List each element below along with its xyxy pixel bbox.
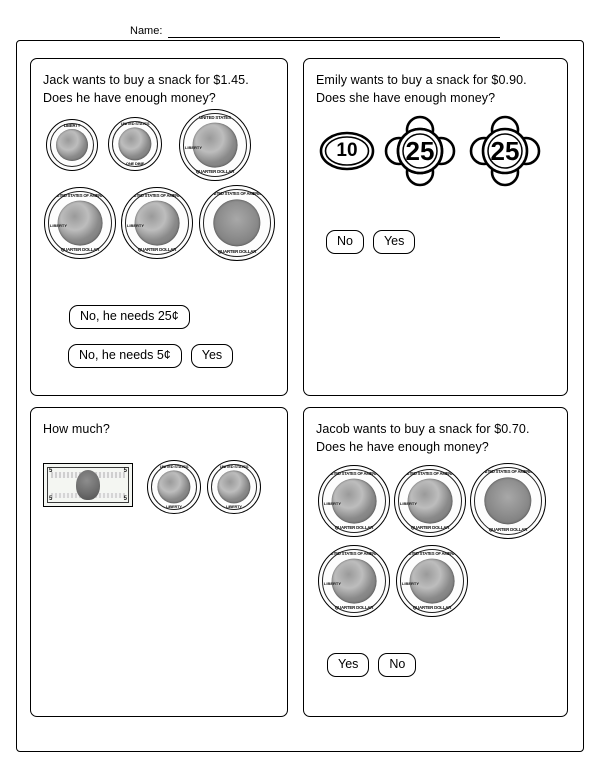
coin-label-top: UNITED STATES OF AMERICA — [326, 470, 382, 476]
coin-quarter — [396, 545, 468, 617]
bill-corner-value: 5 — [123, 496, 127, 502]
answer-option[interactable]: Yes — [327, 653, 369, 677]
coin-nickel — [46, 119, 98, 171]
coin-label-bottom: QUARTER DOLLAR — [60, 247, 100, 252]
coin-label-bottom: QUARTER DOLLAR — [195, 169, 235, 174]
coin-label-bottom: QUARTER DOLLAR — [217, 248, 257, 254]
coin-quarter — [318, 465, 390, 537]
coin-label-bottom: QUARTER DOLLAR — [412, 605, 452, 610]
coin-label-top: UNITED STATES OF AMERICA — [52, 192, 108, 198]
coin-label-top: UNITED STATES OF AMERICA — [326, 550, 382, 556]
answer-option[interactable]: Yes — [191, 344, 233, 368]
coin-label-bottom: QUARTER DOLLAR — [488, 526, 528, 532]
coin-label-top: UNITED STATES OF AMERICA — [404, 550, 460, 556]
quarter-symbol — [469, 115, 541, 187]
problem-1-prompt: Jack wants to buy a snack for $1.45. Does he have enough money? — [43, 73, 249, 106]
coin-label-liberty: LIBERTY — [49, 223, 68, 229]
bill-corner-value: 5 — [49, 468, 53, 474]
dime-symbol — [319, 131, 375, 171]
coin-label-top: UNITED STATES OF AMERICA — [209, 190, 265, 196]
coin-label-bottom: ONE DIME — [125, 160, 145, 166]
problem-3-prompt: How much? — [43, 422, 110, 436]
coin-label-top: UNITED STATES OF AMERICA — [402, 470, 458, 476]
coin-label-top: UNITED STATES OF AMERICA — [129, 192, 185, 198]
name-row — [130, 18, 500, 38]
dime-value: 10 — [336, 140, 358, 161]
quarter-value: 25 — [490, 135, 520, 166]
coin-label-liberty: LIBERTY — [184, 145, 203, 151]
coin-label-top: UNITED STATES — [199, 114, 231, 120]
coin-label-bottom: LIBERTY — [166, 503, 182, 509]
problem-2-answer-row — [326, 230, 415, 254]
coin-quarter — [44, 187, 116, 259]
coin-quarter — [179, 109, 251, 181]
coin-quarter — [318, 545, 390, 617]
coin-label-liberty: LIBERTY — [323, 501, 342, 507]
answer-option[interactable]: No — [326, 230, 364, 254]
coin-label-top: LIBERTY — [63, 123, 81, 128]
coin-label-bottom: QUARTER DOLLAR — [334, 605, 374, 610]
problem-4-prompt: Jacob wants to buy a snack for $0.70. Does he have enough money? — [316, 422, 530, 455]
coin-label-liberty: LIBERTY — [401, 581, 420, 587]
problem-4-box — [303, 407, 568, 717]
coin-label-top: UNITED STATES — [120, 121, 150, 127]
coin-label-liberty: LIBERTY — [323, 581, 342, 587]
coin-nickel — [207, 460, 261, 514]
answer-option[interactable]: Yes — [373, 230, 415, 254]
name-blank-line[interactable] — [168, 23, 500, 38]
problem-2-prompt: Emily wants to buy a snack for $0.90. Does she have enough money? — [316, 73, 527, 106]
answer-option[interactable]: No, he needs 25¢ — [69, 305, 190, 329]
coin-label-top: UNITED STATES — [219, 464, 249, 470]
problem-1-box — [30, 58, 288, 396]
problem-1-answer-row-2 — [68, 344, 233, 368]
coin-quarter-eagle — [470, 463, 546, 539]
coin-label-bottom: LIBERTY — [226, 503, 242, 509]
coin-label-liberty: LIBERTY — [399, 501, 418, 507]
quarter-value: 25 — [405, 135, 435, 166]
problem-3-box — [30, 407, 288, 717]
coin-quarter — [394, 465, 466, 537]
problem-1-answer-row-1 — [69, 305, 190, 329]
coin-label-bottom: QUARTER DOLLAR — [334, 525, 374, 530]
coin-nickel — [147, 460, 201, 514]
bill-corner-value: 5 — [49, 496, 53, 502]
bill-corner-value: 5 — [123, 468, 127, 474]
quarter-symbol — [384, 115, 456, 187]
answer-option[interactable]: No, he needs 5¢ — [68, 344, 182, 368]
problem-4-answer-row — [327, 653, 416, 677]
answer-option[interactable]: No — [378, 653, 416, 677]
coin-quarter — [121, 187, 193, 259]
problem-2-box — [303, 58, 568, 396]
coin-label-top: UNITED STATES OF AMERICA — [480, 468, 536, 474]
name-label: Name: — [130, 25, 163, 37]
coin-quarter-eagle — [199, 185, 275, 261]
coin-label-top: UNITED STATES — [159, 464, 189, 470]
coin-dime — [108, 117, 162, 171]
coin-label-bottom: QUARTER DOLLAR — [137, 247, 177, 252]
coin-label-liberty: LIBERTY — [126, 223, 145, 229]
coin-label-bottom: QUARTER DOLLAR — [410, 525, 450, 530]
five-dollar-bill — [43, 463, 133, 507]
